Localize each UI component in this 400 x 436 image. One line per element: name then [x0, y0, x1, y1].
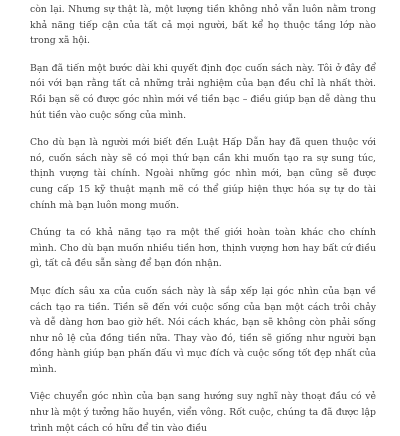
paragraph-3: Cho dù bạn là người mới biết đến Luật Hấp Dẫn hay đã quen thuộc với nó, cuốn sách này sẽ có mọi thứ bạn cần khi muốn tạo ra sự sung túc, thịnh vượng tài chính. Ngoài những góc nhìn mới, bạn cũng sẽ được cung cấp 15 kỹ thuật mạnh mẽ có thể giúp hiện thực hóa sự tự do tài chính mà bạn luôn mong muốn. [30, 137, 376, 211]
paragraph-4: Chúng ta có khả năng tạo ra một thế giới hoàn toàn khác cho chính mình. Cho dù bạn muốn nhiều tiền hơn, thịnh vượng hơn hay bất cứ điều gì, tất cả đều sẵn sàng để bạn đón nhận. [30, 227, 376, 270]
paragraph-2: Bạn đã tiến một bước dài khi quyết định đọc cuốn sách này. Tôi ở đây để nói với bạn rằng tất cả những trải nghiệm của bạn đều chỉ là nhất thời. Rồi bạn sẽ có được góc nhìn mới về tiền bạc – điều giúp bạn dễ dàng thu hút tiền vào cuộc sống của mình. [30, 62, 376, 121]
paragraph-5: Mục đích sâu xa của cuốn sách này là sắp xếp lại góc nhìn của bạn về cách tạo ra tiền. Tiền sẽ đến với cuộc sống của bạn một cách trôi chảy và dễ dàng hơn bao giờ hết. Nói cách khác, bạn sẽ không còn phải sống như nô lệ của đồng tiền nữa. Thay vào đó, tiền sẽ giống như người bạn đồng hành giúp bạn phấn đấu vì mục đích và cuộc sống tốt đẹp nhất của mình. [30, 285, 376, 375]
paragraph-1: còn lại. Nhưng sự thật là, một lượng tiền không nhỏ vẫn luôn nằm trong khả năng tiếp cận của tất cả mọi người, bất kể họ thuộc tầng lớp nào trong xã hội. [30, 4, 376, 47]
paragraph-6: Việc chuyển góc nhìn của bạn sang hướng suy nghĩ này thoạt đầu có vẻ như là một ý tưởng hão huyền, viển vông. Rốt cuộc, chúng ta đã được lập trình một cách có hữu để tin vào điều [30, 391, 376, 434]
